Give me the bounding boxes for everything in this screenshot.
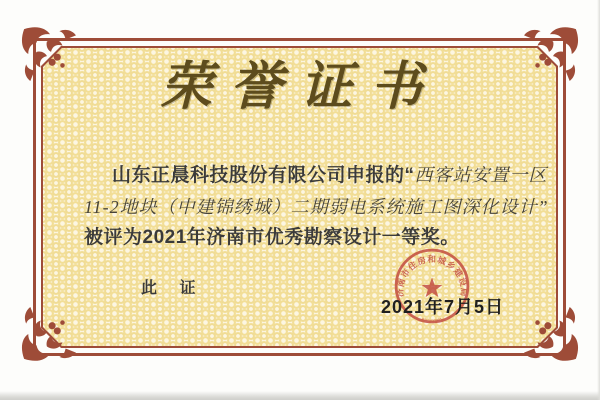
closing-text: 此 证 <box>141 280 205 297</box>
project-name-part1: 西客站安置一区 <box>414 165 548 185</box>
body-line-1 <box>84 162 564 189</box>
certificate-title: 荣誉证书 <box>159 59 440 116</box>
photo-edge-shadow <box>0 391 600 400</box>
seal-organization-text: 济南市住房和城乡建设局 <box>394 254 470 298</box>
award-line: 被评为2021年济南市优秀勘察设计一等奖。 <box>84 227 460 248</box>
recipient-text: 山东正晨科技股份有限公司申报的“ <box>112 165 415 186</box>
corner-ornament-icon <box>21 306 77 362</box>
certificate-date: 2021年7月5日 <box>381 297 505 317</box>
project-name-part2: 11-2地块（中建锦绣城）二期弱电系统施工图深化设计” <box>84 197 549 217</box>
corner-ornament-icon <box>523 306 579 362</box>
seal-serial-code: 0161A27891 <box>421 317 443 324</box>
